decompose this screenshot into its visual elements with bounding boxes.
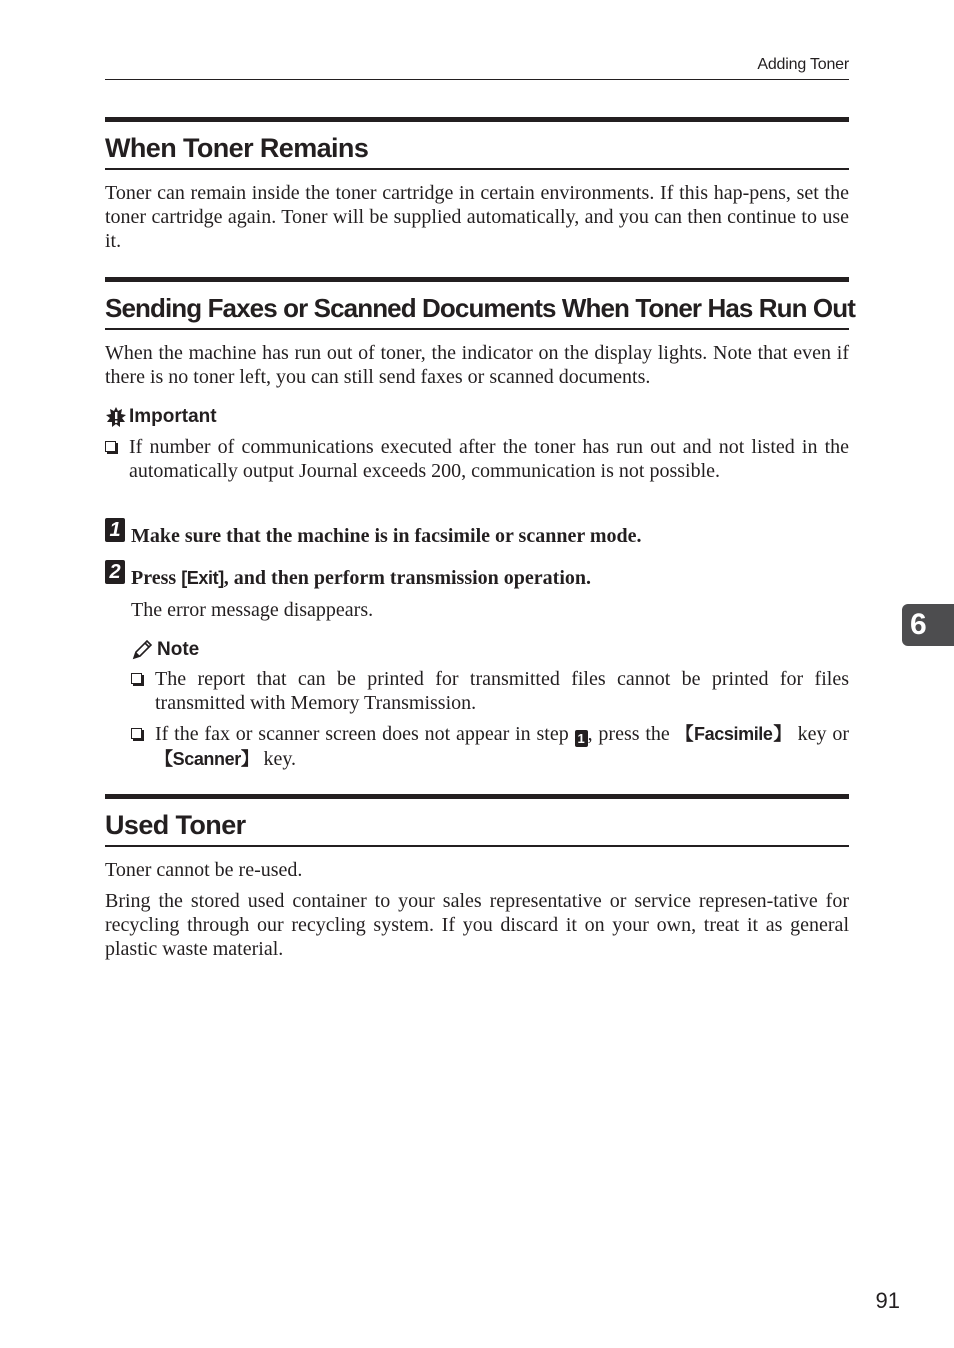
section3-body-wrap	[105, 858, 849, 961]
step-number-badge: 2	[105, 560, 125, 584]
header-rule	[105, 79, 849, 80]
section3-body-1: Toner cannot be re-used.	[105, 859, 303, 881]
note-item	[131, 722, 849, 771]
step-2-text-wrap	[131, 566, 591, 590]
important-icon	[105, 406, 127, 428]
chapter-tab: 6	[902, 604, 954, 646]
section1-body: Toner can remain inside the toner cartridge in certain environments. If this hap-pens, set the toner cartridge again. Toner will be supplied automatically, and you can then continue to use it.	[105, 182, 849, 252]
note-block	[131, 638, 849, 771]
important-block	[105, 405, 849, 483]
section-heading: Sending Faxes or Scanned Documents When Toner Has Run Out	[105, 282, 849, 330]
exit-key: [Exit]	[181, 568, 224, 588]
note-text-part: key.	[258, 748, 297, 770]
step-reference-badge: 1	[575, 730, 588, 747]
note-text-part: If the fax or scanner screen does not appear in step	[155, 723, 575, 745]
important-label: Important	[129, 406, 217, 427]
important-label-line	[105, 405, 849, 429]
step-2-result: The error message disappears.	[131, 599, 374, 621]
important-item	[105, 435, 849, 483]
checkbox-bullet-icon	[105, 441, 116, 452]
scanner-key: 【Scanner】	[155, 749, 259, 769]
section2-body-wrap	[105, 341, 849, 389]
note-text-part: , press the	[587, 723, 676, 745]
checkbox-bullet-icon	[131, 673, 142, 684]
section-used-toner	[105, 794, 849, 847]
note-item-text: The report that can be printed for transmitted files cannot be printed for files transmitted with Memory Transmission.	[155, 668, 849, 714]
step-2	[105, 561, 849, 622]
step-1-line	[105, 519, 849, 548]
pencil-icon	[131, 639, 153, 661]
step-2-line	[105, 561, 849, 590]
section3-body-2: Bring the stored used container to your sales representative or service represen-tative for recycling through our recycling system. If you discard it on your own, treat it as general plastic waste material.	[105, 890, 849, 960]
running-header: Adding Toner	[757, 56, 849, 73]
section1-body-wrap	[105, 181, 849, 253]
important-item-text: If number of communications executed after the toner has run out and not listed in the automatically output Journal exceeds 200, communication is not possible.	[129, 436, 849, 482]
step-1	[105, 519, 849, 548]
section-when-toner-remains	[105, 117, 849, 170]
note-label-line	[131, 638, 849, 662]
step-1-text: Make sure that the machine is in facsimile or scanner mode.	[131, 525, 642, 547]
section-heading: Used Toner	[105, 799, 849, 847]
step-2-text-after: , and then perform transmission operation.	[223, 567, 592, 589]
step-number-badge: 1	[105, 518, 125, 542]
page-number: 91	[875, 1288, 900, 1313]
note-label: Note	[157, 639, 200, 660]
note-item-text	[155, 722, 849, 771]
step-2-text-before: Press	[131, 567, 182, 589]
facsimile-key: 【Facsimile】	[675, 724, 792, 744]
note-item	[131, 667, 849, 715]
section-sending-faxes	[105, 277, 855, 330]
checkbox-bullet-icon	[131, 728, 142, 739]
section-heading: When Toner Remains	[105, 122, 849, 170]
section2-body: When the machine has run out of toner, the indicator on the display lights. Note that even if there is no toner left, you can still send faxes or scanned documents.	[105, 342, 849, 388]
note-text-part: key or	[791, 723, 849, 745]
